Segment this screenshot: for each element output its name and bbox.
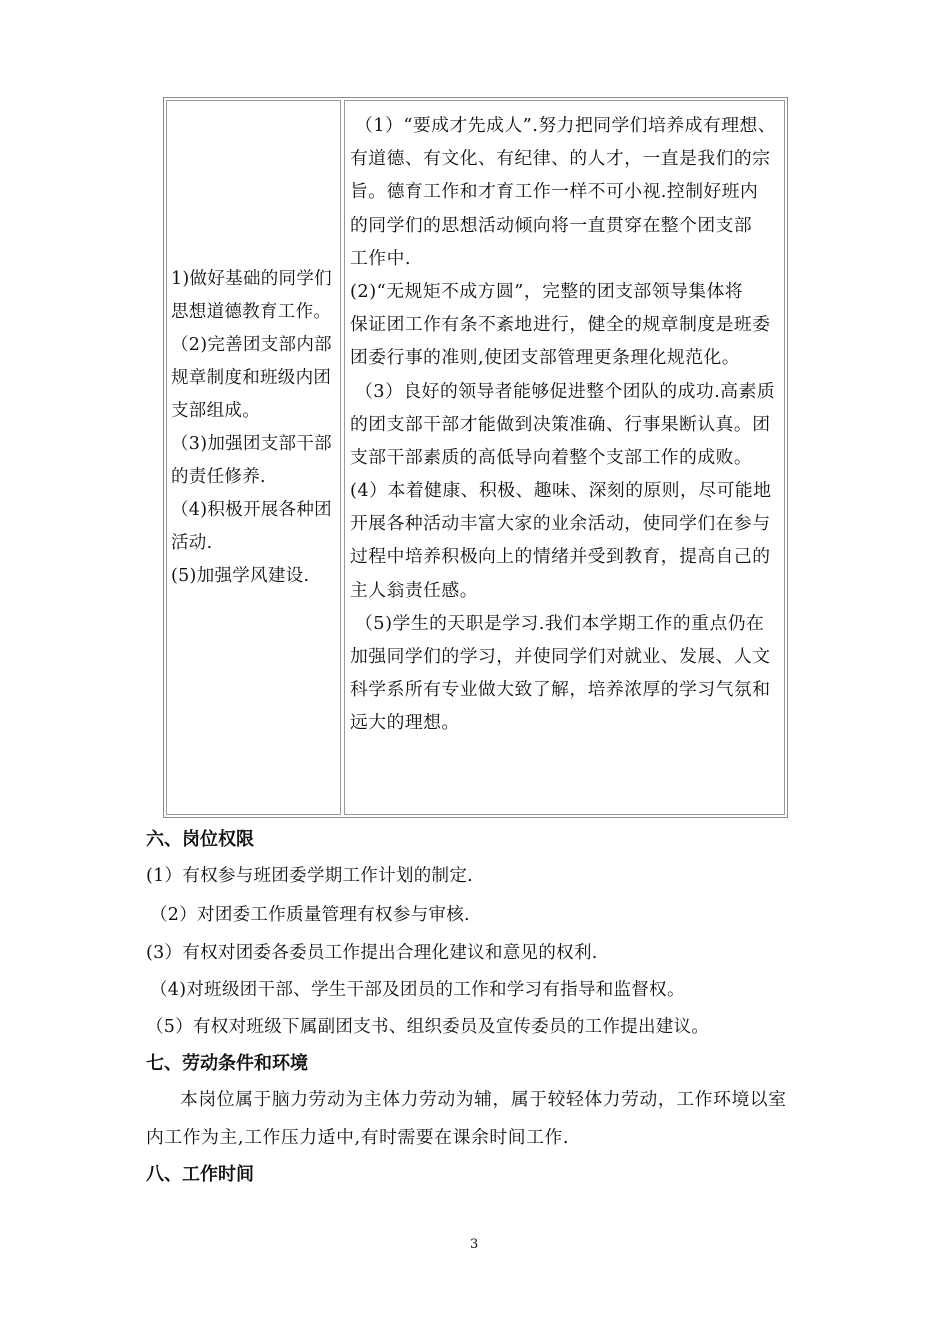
section-heading-work-hours: 八、工作时间	[146, 1164, 254, 1185]
section-heading-conditions: 七、劳动条件和环境	[146, 1053, 308, 1074]
page-number: 3	[470, 1237, 479, 1252]
permission-item: (1）有权参与班团委学期工作计划的制定.	[146, 866, 474, 886]
table-cell-details	[344, 100, 785, 815]
table-cell-goals	[166, 100, 341, 815]
details-line: 的同学们的思想活动倾向将一直贯穿在整个团支部	[350, 214, 753, 236]
section-heading-permissions: 六、岗位权限	[146, 829, 254, 850]
permission-item: (3）有权对团委各委员工作提出合理化建议和意见的权利.	[146, 943, 598, 963]
details-line: 过程中培养积极向上的情绪并受到教育，提高自己的	[350, 546, 771, 568]
permission-item: （5）有权对班级下属副团支书、组织委员及宣传委员的工作提出建议。	[146, 1017, 710, 1037]
goals-line: （2)完善团支部内部	[171, 335, 332, 355]
details-line: 有道德、有文化、有纪律、的人才，一直是我们的宗	[350, 148, 771, 170]
details-line: （5)学生的天职是学习.我们本学期工作的重点仍在	[355, 612, 765, 634]
goals-line: （4)积极开展各种团	[171, 500, 332, 520]
details-line: 加强同学们的学习，并使同学们对就业、发展、人文	[350, 646, 771, 667]
goals-text	[171, 263, 343, 593]
goals-line: 的责任修养.	[171, 467, 266, 487]
goals-line: 活动.	[171, 533, 213, 553]
details-line: 团委行事的准则,使团支部管理更条理化规范化。	[350, 347, 741, 369]
permission-item: （2）对团委工作质量管理有权参与审核.	[150, 905, 470, 925]
details-line: 旨。德育工作和才育工作一样不可小视.控制好班内	[350, 181, 759, 203]
details-text	[350, 109, 782, 740]
goals-line: 规章制度和班级内团	[171, 368, 332, 388]
details-line: 主人翁责任感。	[350, 579, 478, 601]
details-line: 工作中.	[350, 247, 411, 269]
details-line: （3）良好的领导者能够促进整个团队的成功.高素质	[355, 380, 776, 402]
details-line: 科学系所有专业做大致了解，培养浓厚的学习气氛和	[350, 679, 771, 701]
goals-line: (5)加强学风建设.	[171, 566, 310, 586]
details-line: 支部干部素质的高低导向着整个支部工作的成败。	[350, 446, 753, 468]
goals-line: 1)做好基础的同学们	[171, 269, 332, 289]
details-line: (4）本着健康、积极、趣味、深刻的原则，尽可能地	[350, 480, 772, 502]
goals-line: （3)加强团支部干部	[171, 434, 332, 454]
details-line: 保证团工作有条不紊地进行，健全的规章制度是班委	[350, 314, 771, 336]
conditions-paragraph-line: 内工作为主,工作压力适中,有时需要在课余时间工作.	[146, 1127, 570, 1148]
goals-line: 支部组成。	[171, 401, 260, 421]
conditions-paragraph-line: 本岗位属于脑力劳动为主体力劳动为辅，属于较轻体力劳动，工作环境以室	[180, 1089, 787, 1110]
details-line: 远大的理想。	[350, 712, 460, 734]
details-line: （1）“要成才先成人”.努力把同学们培养成有理想、	[355, 115, 777, 136]
details-line: (2)“无规矩不成方圆”，完整的团支部领导集体将	[350, 280, 744, 302]
duty-table	[163, 97, 788, 818]
goals-line: 思想道德教育工作。	[171, 302, 332, 322]
details-line: 的团支部干部才能做到决策准确、行事果断认真。团	[350, 413, 771, 435]
details-line: 开展各种活动丰富大家的业余活动，使同学们在参与	[350, 513, 771, 535]
permission-item: （4)对班级团干部、学生干部及团员的工作和学习有指导和监督权。	[150, 980, 685, 1000]
